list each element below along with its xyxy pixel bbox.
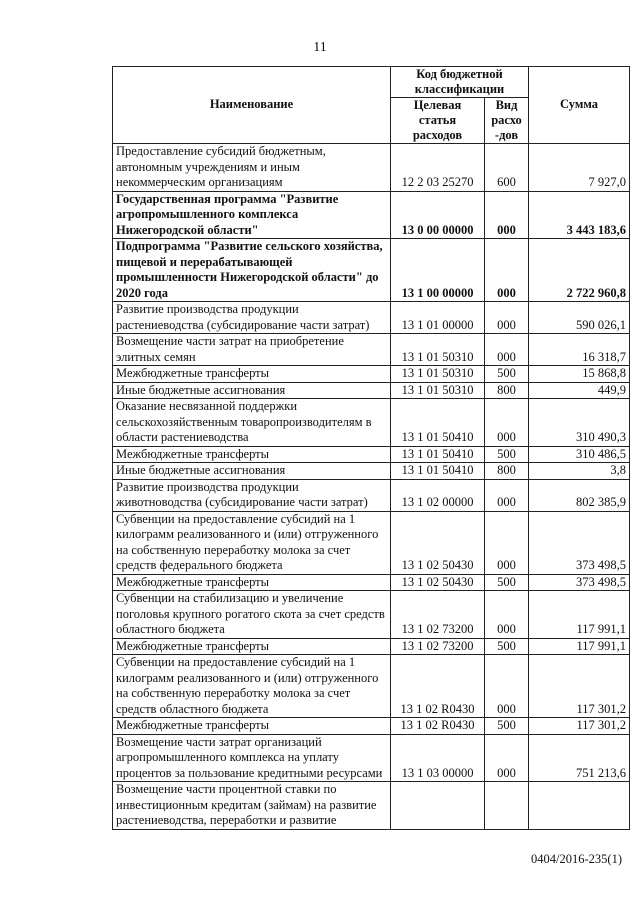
header-name: Наименование — [113, 67, 391, 144]
row-expense-type: 000 — [485, 734, 529, 782]
row-sum: 373 498,5 — [529, 574, 630, 591]
table-row — [113, 718, 630, 735]
table-row — [113, 302, 630, 334]
row-name: Возмещение части затрат на приобретение элитных семян — [113, 334, 391, 366]
row-name: Субвенции на стабилизацию и увеличение поголовья крупного рогатого скота за счет средств областного бюджета — [113, 591, 391, 639]
row-sum: 751 213,6 — [529, 734, 630, 782]
table-row — [113, 591, 630, 639]
table-row — [113, 382, 630, 399]
row-sum: 117 301,2 — [529, 655, 630, 718]
table-row — [113, 734, 630, 782]
row-expense-type: 800 — [485, 463, 529, 480]
row-name: Государственная программа "Развитие агропромышленного комплекса Нижегородской области" — [113, 191, 391, 239]
row-expense-type: 000 — [485, 191, 529, 239]
row-target-code: 13 1 01 50410 — [391, 399, 485, 447]
table-row — [113, 463, 630, 480]
row-target-code: 13 1 02 50430 — [391, 511, 485, 574]
row-sum: 310 490,3 — [529, 399, 630, 447]
row-name: Предоставление субсидий бюджетным, автономным учреждениям и иным некоммерческим организациям — [113, 144, 391, 192]
row-expense-type: 000 — [485, 239, 529, 302]
row-sum: 15 868,8 — [529, 366, 630, 383]
row-name: Субвенции на предоставление субсидий на 1 килограмм реализованного и (или) отгруженного на собственную переработку молока за счет средств областного бюджета — [113, 655, 391, 718]
row-name: Возмещение части процентной ставки по инвестиционным кредитам (займам) на развитие растениеводства, переработки и развитие — [113, 782, 391, 830]
table-row — [113, 638, 630, 655]
row-target-code: 13 1 02 50430 — [391, 574, 485, 591]
header-target: Целевая статья расходов — [391, 98, 485, 144]
row-name: Развитие производства продукции животноводства (субсидирование части затрат) — [113, 479, 391, 511]
row-expense-type: 500 — [485, 574, 529, 591]
document-code: 0404/2016-235(1) — [531, 852, 622, 866]
header-sum: Сумма — [529, 67, 630, 144]
row-target-code: 13 1 02 R0430 — [391, 655, 485, 718]
row-expense-type: 000 — [485, 511, 529, 574]
table-body — [113, 144, 630, 830]
table-row — [113, 239, 630, 302]
row-sum: 117 991,1 — [529, 638, 630, 655]
row-name: Субвенции на предоставление субсидий на 1 килограмм реализованного и (или) отгруженного на собственную переработку молока за счет средств федерального бюджета — [113, 511, 391, 574]
row-target-code: 13 1 01 50310 — [391, 382, 485, 399]
row-target-code: 13 1 02 73200 — [391, 591, 485, 639]
row-target-code: 13 1 00 00000 — [391, 239, 485, 302]
table-row — [113, 479, 630, 511]
row-sum: 117 301,2 — [529, 718, 630, 735]
row-expense-type: 800 — [485, 382, 529, 399]
row-expense-type: 500 — [485, 638, 529, 655]
table-row — [113, 334, 630, 366]
row-name: Оказание несвязанной поддержки сельскохозяйственным товаропроизводителям в области растениеводства — [113, 399, 391, 447]
row-name: Иные бюджетные ассигнования — [113, 463, 391, 480]
row-target-code: 13 0 00 00000 — [391, 191, 485, 239]
row-sum — [529, 782, 630, 830]
row-target-code: 13 1 01 50410 — [391, 446, 485, 463]
table-row — [113, 446, 630, 463]
row-expense-type: 500 — [485, 446, 529, 463]
row-expense-type: 000 — [485, 302, 529, 334]
row-target-code — [391, 782, 485, 830]
row-target-code: 13 1 02 00000 — [391, 479, 485, 511]
row-name: Межбюджетные трансферты — [113, 446, 391, 463]
row-expense-type: 600 — [485, 144, 529, 192]
budget-table — [112, 66, 630, 830]
row-sum: 2 722 960,8 — [529, 239, 630, 302]
row-target-code: 13 1 03 00000 — [391, 734, 485, 782]
row-sum: 3,8 — [529, 463, 630, 480]
row-target-code: 13 1 01 50310 — [391, 334, 485, 366]
row-sum: 449,9 — [529, 382, 630, 399]
row-expense-type: 000 — [485, 479, 529, 511]
row-name: Возмещение части затрат организаций агропромышленного комплекса на уплату процентов за пользование кредитными ресурсами — [113, 734, 391, 782]
row-target-code: 13 1 01 50310 — [391, 366, 485, 383]
row-name: Иные бюджетные ассигнования — [113, 382, 391, 399]
table-row — [113, 782, 630, 830]
table-row — [113, 144, 630, 192]
row-target-code: 13 1 02 R0430 — [391, 718, 485, 735]
table-row — [113, 191, 630, 239]
table-row — [113, 399, 630, 447]
row-expense-type: 500 — [485, 718, 529, 735]
row-expense-type: 000 — [485, 334, 529, 366]
table-row — [113, 655, 630, 718]
row-sum: 117 991,1 — [529, 591, 630, 639]
row-sum: 16 318,7 — [529, 334, 630, 366]
row-name: Развитие производства продукции растениеводства (субсидирование части затрат) — [113, 302, 391, 334]
row-expense-type: 500 — [485, 366, 529, 383]
header-type: Вид расхо -дов — [485, 98, 529, 144]
row-expense-type: 000 — [485, 591, 529, 639]
row-name: Межбюджетные трансферты — [113, 718, 391, 735]
header-row-top — [113, 67, 630, 98]
header-code-group: Код бюджетной классификации — [391, 67, 529, 98]
table-row — [113, 366, 630, 383]
row-sum: 802 385,9 — [529, 479, 630, 511]
row-target-code: 13 1 02 73200 — [391, 638, 485, 655]
row-sum: 7 927,0 — [529, 144, 630, 192]
row-sum: 373 498,5 — [529, 511, 630, 574]
row-target-code: 13 1 01 00000 — [391, 302, 485, 334]
row-target-code: 13 1 01 50410 — [391, 463, 485, 480]
row-sum: 590 026,1 — [529, 302, 630, 334]
row-expense-type — [485, 782, 529, 830]
row-target-code: 12 2 03 25270 — [391, 144, 485, 192]
table-row — [113, 574, 630, 591]
row-name: Межбюджетные трансферты — [113, 638, 391, 655]
row-name: Межбюджетные трансферты — [113, 574, 391, 591]
row-expense-type: 000 — [485, 655, 529, 718]
page-number: 11 — [313, 40, 327, 55]
row-name: Подпрограмма "Развитие сельского хозяйства, пищевой и перерабатывающей промышленности Нижегородской области" до 2020 года — [113, 239, 391, 302]
row-name: Межбюджетные трансферты — [113, 366, 391, 383]
row-sum: 310 486,5 — [529, 446, 630, 463]
row-expense-type: 000 — [485, 399, 529, 447]
table-row — [113, 511, 630, 574]
row-sum: 3 443 183,6 — [529, 191, 630, 239]
